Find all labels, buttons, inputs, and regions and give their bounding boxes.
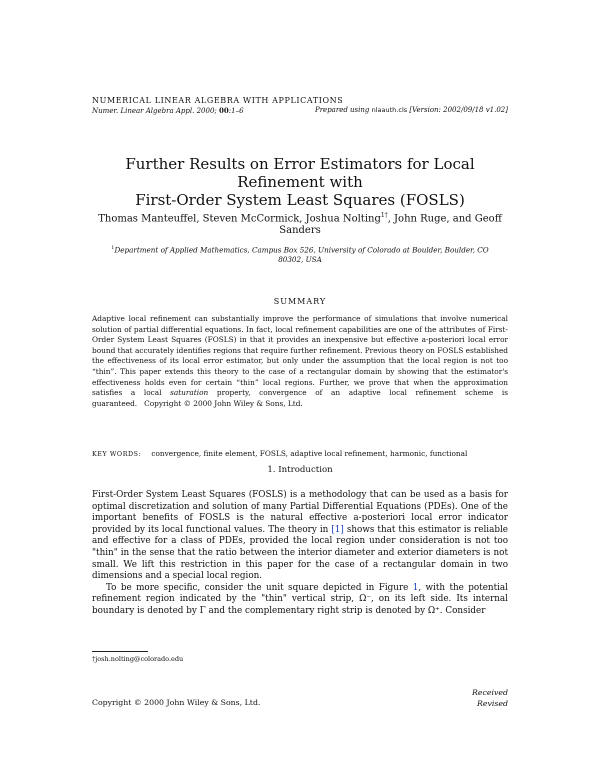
affiliation-text: Department of Applied Mathematics, Campus Box 526, University of Colorado at Boulder, Boulder, CO 80302, USA xyxy=(114,245,489,265)
abstract-copyright: Copyright © 2000 John Wiley & Sons, Ltd. xyxy=(144,398,303,408)
paragraph-2-text-a: To be more specific, consider the unit square depicted in Figure xyxy=(106,582,409,593)
abstract-text-1: Adaptive local refinement can substantially improve the performance of simulations that involve numerical solution of partial differential equations. In fact, local refinement capabilities are one of the attributes of First-Order System Least Squares (FOSLS) in that it provides an inexpensive but effective a-posteriori local error bound that accurately identifies regions that require further refinement. Previous theory on FOSLS established the effectiveness of its local error estimator, but only under the assumption that the local region is not too “thin”. This paper extends this theory to the case of a rectangular domain by showing that the estimator's effectiveness holds even for certain “thin” local regions. Further, we prove that when the approximation satisfies a local xyxy=(92,314,508,398)
abstract-saturation: saturation xyxy=(170,388,209,398)
prepared-class: nlaauth.cls xyxy=(371,106,408,114)
paragraph-1 xyxy=(92,490,508,583)
footnote: †josh.nolting@colorado.edu xyxy=(92,655,184,663)
prepared-version: [Version: 2002/09/18 v1.02] xyxy=(409,106,508,114)
paragraph-1-text-a: First-Order System Least Squares (FOSLS) is a methodology that can be used as a basis for optimal discretization and solution of many Partial Differential Equations (PDEs). One of the important benefits of FOSLS is the natural effective a-posteriori local error indicator provided by its local functional values. The theory in xyxy=(92,490,508,535)
affiliation xyxy=(110,243,490,265)
citation-year: 2000; xyxy=(196,107,217,115)
received-label: Received xyxy=(472,688,508,697)
title-line-2: First-Order System Least Squares (FOSLS) xyxy=(135,191,465,209)
prepared-prefix: Prepared using xyxy=(315,106,370,114)
copyright-footer: Copyright © 2000 John Wiley & Sons, Ltd. xyxy=(92,698,261,707)
revised-label: Revised xyxy=(477,699,508,708)
author-list xyxy=(92,210,508,237)
keywords xyxy=(92,449,508,458)
citation-link[interactable]: [1] xyxy=(331,524,344,535)
paragraph-2 xyxy=(92,583,508,618)
keywords-label: KEY WORDS: xyxy=(92,451,142,458)
paragraph-2-text-b: , with the potential refinement region indicated by the "thin" vertical strip, Ω⁻, on its left side. Its internal boundary is denoted by Γ and the complementary right strip is denoted by Ω⁺. Consider xyxy=(92,582,508,616)
authors-line-2: Sanders xyxy=(279,225,321,237)
authors-line-1 xyxy=(92,210,508,225)
citation-pages: :1–6 xyxy=(228,107,244,115)
paper-title xyxy=(92,155,508,209)
body-text xyxy=(92,490,508,618)
author-marks: 1† xyxy=(380,212,388,219)
journal-name: NUMERICAL LINEAR ALGEBRA WITH APPLICATIONS xyxy=(92,96,344,105)
section-heading: 1. Introduction xyxy=(267,465,333,475)
citation-volume: 00 xyxy=(219,106,229,115)
figure-link[interactable]: 1 xyxy=(412,582,419,593)
abstract xyxy=(92,314,508,409)
prepared-using xyxy=(315,106,508,114)
title-line-1: Further Results on Error Estimators for Local Refinement with xyxy=(125,155,475,191)
footnote-rule xyxy=(92,651,148,652)
citation-prefix: Numer. Linear Algebra Appl. xyxy=(92,107,195,115)
authors-text: Thomas Manteuffel, Steven McCormick, Joshua Nolting xyxy=(98,213,381,225)
affiliation-mark: 1 xyxy=(111,245,115,251)
keywords-list: convergence, finite element, FOSLS, adaptive local refinement, harmonic, functional xyxy=(151,449,468,458)
citation-line xyxy=(92,106,508,115)
paragraph-1-text-b: shows that this estimator is reliable and effective for a class of PDEs, provided the local region under consideration is not too "thin" in the sense that the ratio between the interior diameter and exterior diameters is not small. We lift this restriction in this paper for the case of a rectangular domain in two dimensions and a special local region. xyxy=(92,524,508,582)
abstract-text-2: property, convergence of an adaptive local refinement scheme is guaranteed. xyxy=(92,388,508,408)
authors-tail: , John Ruge, and Geoff xyxy=(387,213,502,225)
summary-heading: SUMMARY xyxy=(273,297,327,306)
received-revised xyxy=(472,687,508,709)
